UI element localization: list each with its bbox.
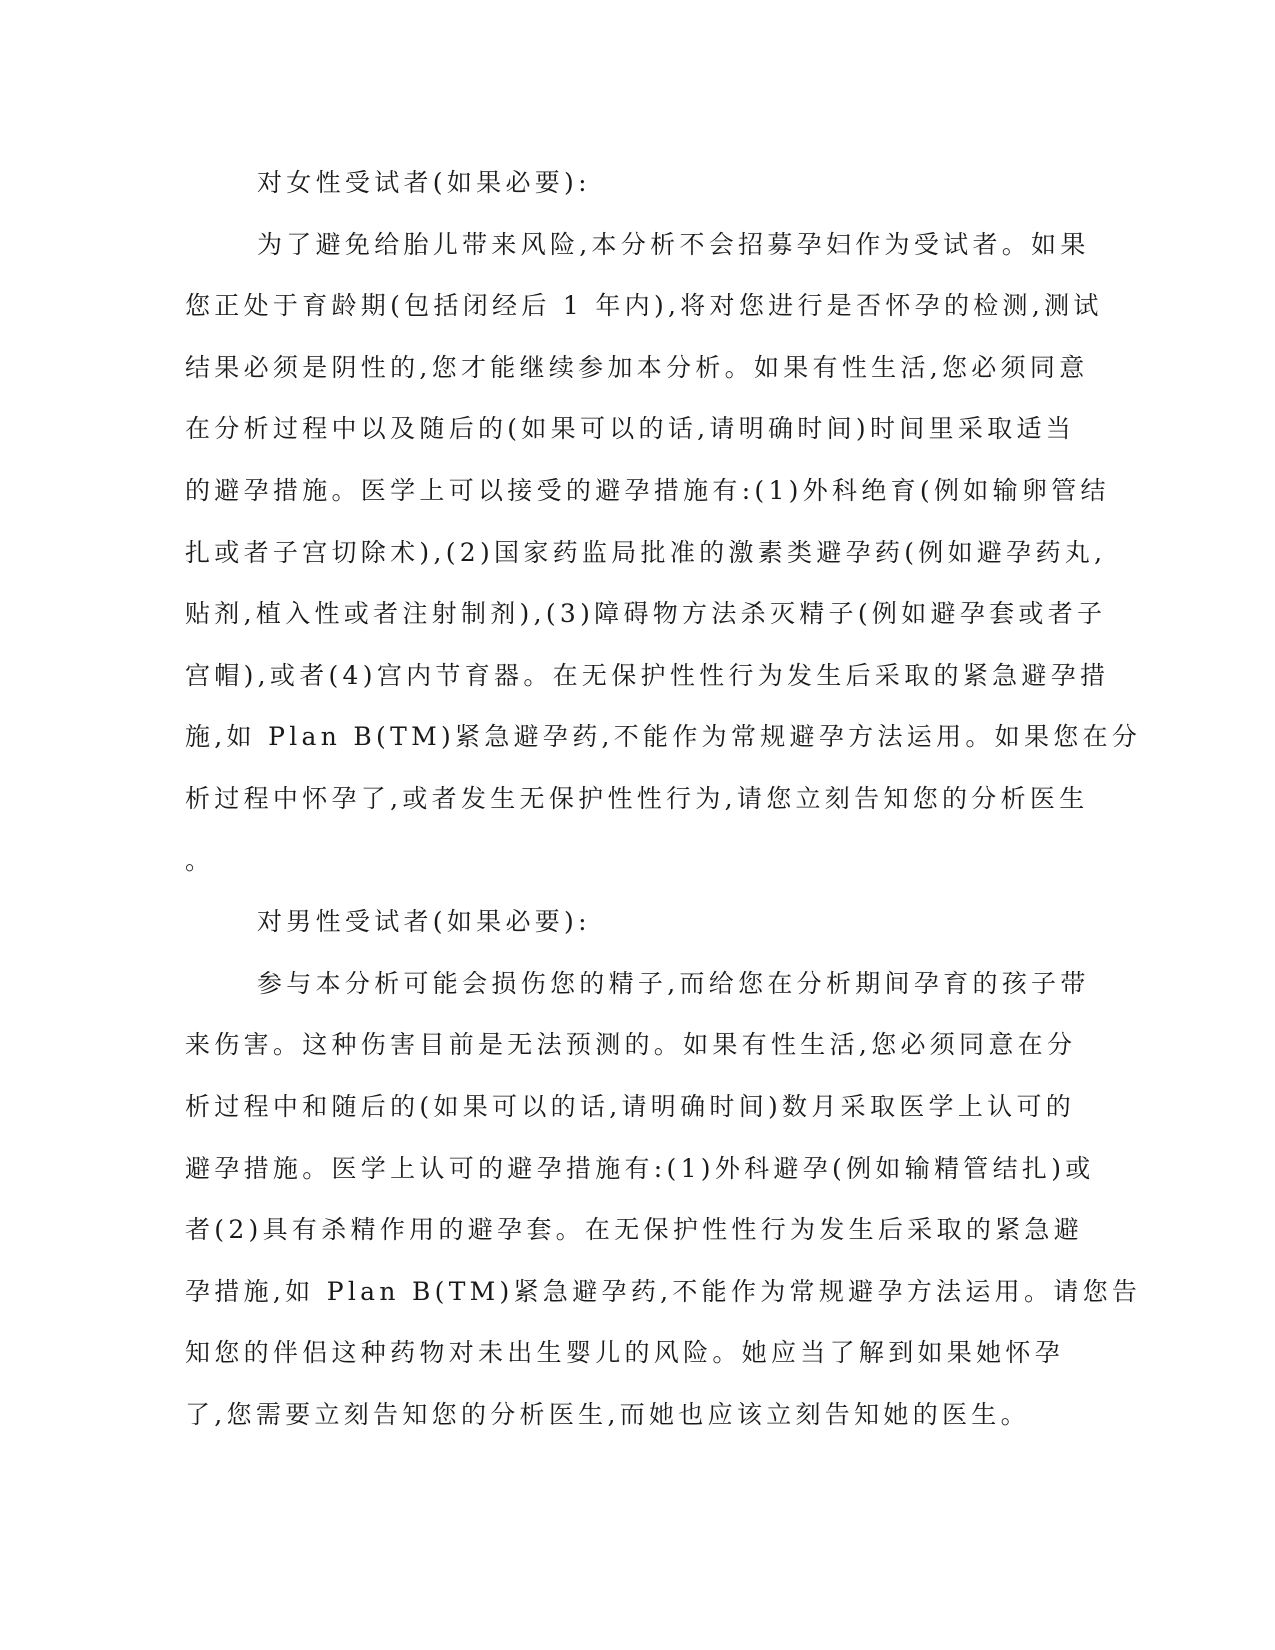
paragraph-line: 您正处于育龄期(包括闭经后 1 年内),将对您进行是否怀孕的检测,测试 — [185, 291, 1103, 321]
paragraph-line: 。 — [185, 845, 215, 875]
paragraph-line: 在分析过程中以及随后的(如果可以的话,请明确时间)时间里采取适当 — [185, 414, 1076, 444]
paragraph-line: 知您的伴侣这种药物对未出生婴儿的风险。她应当了解到如果她怀孕 — [185, 1338, 1065, 1368]
female-section-heading: 对女性受试者(如果必要): — [257, 168, 591, 197]
male-section-heading: 对男性受试者(如果必要): — [257, 907, 591, 937]
paragraph-line: 析过程中怀孕了,或者发生无保护性性行为,请您立刻告知您的分析医生 — [185, 783, 1089, 813]
paragraph-line: 孕措施,如 Plan B(TM)紧急避孕药,不能作为常规避孕方法运用。请您告 — [185, 1276, 1142, 1306]
paragraph-line: 施,如 Plan B(TM)紧急避孕药,不能作为常规避孕方法运用。如果您在分 — [185, 722, 1142, 752]
document-body — [185, 152, 1142, 1445]
paragraph-line: 扎或者子宫切除术),(2)国家药监局批准的激素类避孕药(例如避孕药丸, — [185, 537, 1107, 567]
paragraph-line: 为了避免给胎儿带来风险,本分析不会招募孕妇作为受试者。如果 — [257, 229, 1090, 259]
paragraph-line: 来伤害。这种伤害目前是无法预测的。如果有性生活,您必须同意在分 — [185, 1030, 1077, 1060]
paragraph-line: 的避孕措施。医学上可以接受的避孕措施有:(1)外科绝育(例如输卵管结 — [185, 475, 1110, 505]
paragraph-line: 了,您需要立刻告知您的分析医生,而她也应该立刻告知她的医生。 — [185, 1399, 1030, 1429]
male-section-paragraph — [185, 953, 1142, 1446]
female-section-paragraph — [185, 214, 1142, 892]
paragraph-line: 避孕措施。医学上认可的避孕措施有:(1)外科避孕(例如输精管结扎)或 — [185, 1153, 1095, 1183]
paragraph-line: 析过程中和随后的(如果可以的话,请明确时间)数月采取医学上认可的 — [185, 1091, 1076, 1121]
paragraph-line: 宫帽),或者(4)宫内节育器。在无保护性性行为发生后采取的紧急避孕措 — [185, 660, 1110, 690]
paragraph-line: 贴剂,植入性或者注射制剂),(3)障碍物方法杀灭精子(例如避孕套或者子 — [185, 599, 1107, 629]
paragraph-line: 参与本分析可能会损伤您的精子,而给您在分析期间孕育的孩子带 — [257, 968, 1090, 998]
paragraph-line: 者(2)具有杀精作用的避孕套。在无保护性性行为发生后采取的紧急避 — [185, 1215, 1084, 1245]
paragraph-line: 结果必须是阴性的,您才能继续参加本分析。如果有性生活,您必须同意 — [185, 352, 1089, 382]
